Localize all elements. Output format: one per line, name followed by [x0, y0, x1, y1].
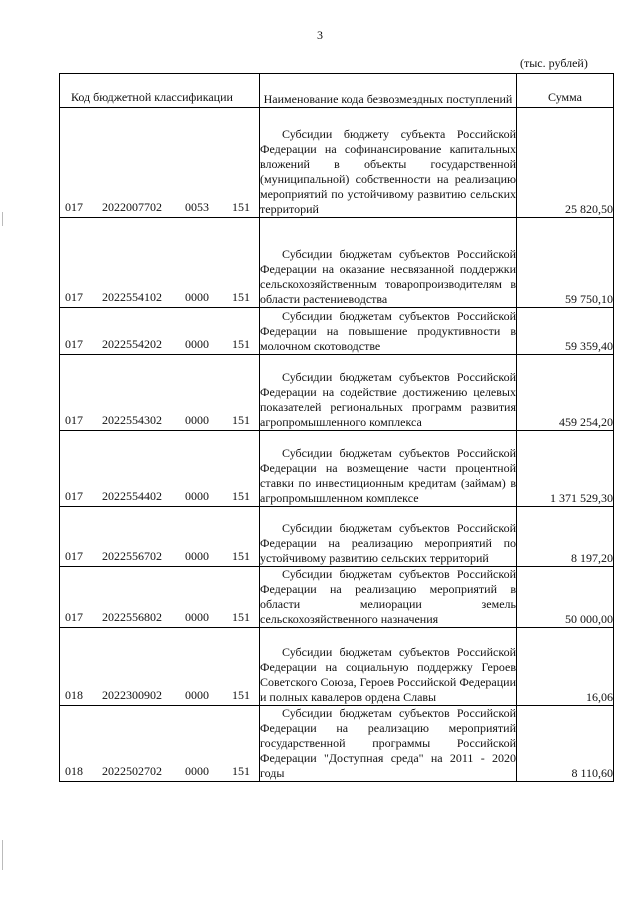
header-code: Код бюджетной классификации: [60, 74, 260, 108]
admin-code: 017: [65, 337, 83, 351]
revenue-code: 2022554302: [102, 413, 162, 427]
kosgu-code: 151: [232, 549, 250, 563]
revenue-code: 2022554402: [102, 489, 162, 503]
kosgu-code: 151: [232, 610, 250, 624]
revenue-code: 2022556702: [102, 549, 162, 563]
kosgu-code: 151: [232, 200, 250, 214]
sum-cell: 59 359,40: [517, 308, 614, 355]
table-row: [60, 507, 614, 567]
revenue-code: 2022554202: [102, 337, 162, 351]
program-code: 0000: [185, 549, 209, 563]
program-code: 0000: [185, 489, 209, 503]
admin-code: 017: [65, 549, 83, 563]
sum-cell: 25 820,50: [517, 108, 614, 218]
name-cell: [260, 218, 517, 308]
admin-code: 018: [65, 688, 83, 702]
table-row: [60, 218, 614, 308]
row-name: Субсидии бюджетам субъектов Российской Федерации на возмещение части процентной ставки по инвестиционным кредитам (займам) в агропромышленном комплексе: [260, 446, 516, 505]
kosgu-code: 151: [232, 489, 250, 503]
kosgu-code: 151: [232, 337, 250, 351]
code-cell: [60, 355, 260, 431]
sum-cell: 8 197,20: [517, 507, 614, 567]
table-header-row: [60, 74, 614, 108]
program-code: 0000: [185, 764, 209, 778]
row-name: Субсидии бюджетам субъектов Российской Федерации на социальную поддержку Героев Советского Союза, Героев Российской Федерации и полных кавалеров ордена Славы: [260, 645, 516, 704]
row-name: Субсидии бюджетам субъектов Российской Федерации на реализацию мероприятий государственной программы Российской Федерации "Доступная среда" на 2011 - 2020 годы: [260, 706, 516, 780]
revenue-code: 2022502702: [102, 764, 162, 778]
revenue-code: 2022556802: [102, 610, 162, 624]
kosgu-code: 151: [232, 413, 250, 427]
admin-code: 017: [65, 413, 83, 427]
code-cell: [60, 567, 260, 628]
row-name: Субсидии бюджетам субъектов Российской Федерации на повышение продуктивности в молочном скотоводстве: [260, 309, 516, 353]
row-name: Субсидии бюджетам субъектов Российской Федерации на оказание несвязанной поддержки сельскохозяйственным товаропроизводителям в области растениеводства: [260, 247, 516, 306]
scan-margin-mark: [2, 840, 3, 870]
code-cell: [60, 108, 260, 218]
name-cell: [260, 355, 517, 431]
code-cell: [60, 431, 260, 507]
code-cell: [60, 628, 260, 706]
units-label: (тыс. рублей): [520, 56, 588, 70]
code-cell: [60, 218, 260, 308]
name-cell: [260, 108, 517, 218]
page-number: 3: [317, 28, 323, 42]
header-sum: Сумма: [517, 74, 614, 108]
row-name: Субсидии бюджетам субъектов Российской Федерации на содействие достижению целевых показателей региональных программ развития агропромышленного комплекса: [260, 370, 516, 429]
kosgu-code: 151: [232, 688, 250, 702]
name-cell: [260, 507, 517, 567]
program-code: 0000: [185, 610, 209, 624]
name-cell: [260, 308, 517, 355]
sum-cell: 8 110,60: [517, 706, 614, 782]
revenue-code: 2022300902: [102, 688, 162, 702]
sum-cell: 1 371 529,30: [517, 431, 614, 507]
row-name: Субсидии бюджету субъекта Российской Федерации на софинансирование капитальных вложений в объекты государственной (муниципальной) собственности на реализацию мероприятий по устойчивому развитию сельских территорий: [260, 127, 516, 216]
name-cell: [260, 706, 517, 782]
table-row: [60, 431, 614, 507]
table-row: [60, 567, 614, 628]
sum-cell: 59 750,10: [517, 218, 614, 308]
table-row: [60, 355, 614, 431]
name-cell: [260, 431, 517, 507]
budget-table: [59, 73, 614, 782]
name-cell: [260, 628, 517, 706]
program-code: 0000: [185, 290, 209, 304]
name-cell: [260, 567, 517, 628]
revenue-code: 2022554102: [102, 290, 162, 304]
admin-code: 017: [65, 200, 83, 214]
table-row: [60, 108, 614, 218]
program-code: 0000: [185, 337, 209, 351]
program-code: 0000: [185, 688, 209, 702]
program-code: 0000: [185, 413, 209, 427]
sum-cell: 16,06: [517, 628, 614, 706]
row-name: Субсидии бюджетам субъектов Российской Федерации на реализацию мероприятий по устойчивому развитию сельских территорий: [260, 521, 516, 565]
admin-code: 017: [65, 610, 83, 624]
admin-code: 018: [65, 764, 83, 778]
admin-code: 017: [65, 489, 83, 503]
kosgu-code: 151: [232, 764, 250, 778]
program-code: 0053: [185, 200, 209, 214]
row-name: Субсидии бюджетам субъектов Российской Федерации на реализацию мероприятий в области мелиорации земель сельскохозяйственного назначения: [260, 567, 516, 626]
scan-margin-mark: [2, 212, 3, 226]
header-name: Наименование кода безвозмездных поступлений: [260, 74, 517, 108]
kosgu-code: 151: [232, 290, 250, 304]
code-cell: [60, 706, 260, 782]
code-cell: [60, 507, 260, 567]
table-row: [60, 628, 614, 706]
table-row: [60, 706, 614, 782]
sum-cell: 50 000,00: [517, 567, 614, 628]
revenue-code: 2022007702: [102, 200, 162, 214]
table-row: [60, 308, 614, 355]
sum-cell: 459 254,20: [517, 355, 614, 431]
admin-code: 017: [65, 290, 83, 304]
code-cell: [60, 308, 260, 355]
